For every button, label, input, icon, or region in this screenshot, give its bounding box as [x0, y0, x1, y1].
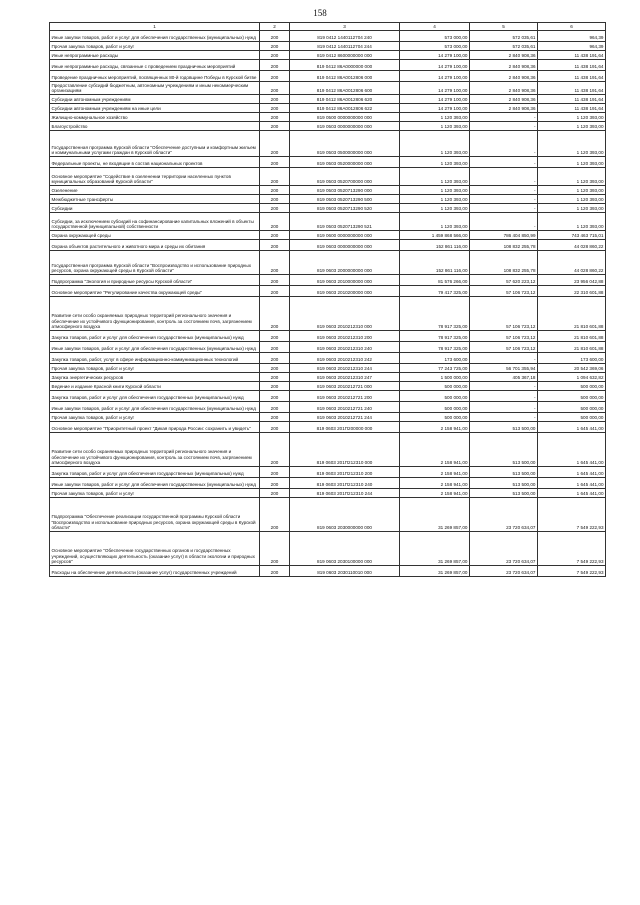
table-row [50, 240, 606, 251]
row-group-cell: 200 [260, 186, 290, 195]
row-code-cell: 819 0503 0520000000 000 [290, 157, 400, 168]
row-value-col6: 1 645 441,00 [538, 467, 606, 478]
row-code-cell: 819 0603 2010212310 200 [290, 331, 400, 342]
row-value-col5: 513 500,00 [470, 433, 538, 467]
row-value-col5: 405 367,18 [470, 373, 538, 382]
row-value-col4: 1 120 393,00 [400, 131, 470, 157]
row-code-cell: 819 0600 0000000000 000 [290, 231, 400, 240]
row-code-cell: 819 0412 86А0012806 622 [290, 104, 400, 113]
budget-table [49, 22, 606, 577]
row-group-cell: 200 [260, 364, 290, 373]
row-code-cell: 819 0603 201П200000 000 [290, 422, 400, 433]
row-value-col4: 152 861 116,00 [400, 240, 470, 251]
row-code-cell: 819 0503 0520713290 521 [290, 213, 400, 231]
table-row [50, 382, 606, 391]
row-value-col6: 44 028 860,22 [538, 240, 606, 251]
table-row [50, 157, 606, 168]
row-name-cell: Субсидии, за исключением субсидий на софинансирование капитальных вложений в объекты государственной (муниципальной) собственности [50, 213, 260, 231]
row-code-cell: 819 0603 2000000000 000 [290, 251, 400, 275]
row-name-cell: Закупка товаров, работ и услуг для обеспечения государственных (муниципальных) нужд [50, 331, 260, 342]
row-code-cell: 819 0503 0000000000 000 [290, 122, 400, 131]
row-value-col4: 573 000,00 [400, 42, 470, 51]
row-value-col4: 1 500 000,00 [400, 373, 470, 382]
row-value-col4: 1 120 393,00 [400, 195, 470, 204]
row-value-col5: 2 840 908,36 [470, 104, 538, 113]
row-group-cell: 200 [260, 168, 290, 186]
table-row [50, 402, 606, 413]
row-group-cell: 200 [260, 286, 290, 297]
row-group-cell: 200 [260, 402, 290, 413]
row-name-cell: Закупка товаров, работ и услуг для обеспечения государственных (муниципальных) нужд [50, 467, 260, 478]
table-row [50, 478, 606, 489]
row-name-cell: Благоустройство [50, 122, 260, 131]
row-value-col5: - [470, 186, 538, 195]
row-code-cell: 819 0603 201П212310 240 [290, 478, 400, 489]
row-value-col6: 11 438 191,64 [538, 104, 606, 113]
row-value-col5: - [470, 168, 538, 186]
row-name-cell: Прочая закупка товаров, работ и услуг [50, 489, 260, 498]
row-group-cell: 200 [260, 532, 290, 566]
row-group-cell: 200 [260, 71, 290, 82]
row-value-col5: 108 832 255,78 [470, 251, 538, 275]
row-value-col6: 500 000,00 [538, 402, 606, 413]
row-group-cell: 200 [260, 240, 290, 251]
row-group-cell: 200 [260, 60, 290, 71]
row-code-cell: 819 0503 0500000000 000 [290, 131, 400, 157]
row-group-cell: 200 [260, 331, 290, 342]
row-value-col4: 14 279 100,00 [400, 51, 470, 60]
row-value-col5: - [470, 402, 538, 413]
row-value-col6: 743 463 715,01 [538, 231, 606, 240]
row-group-cell: 200 [260, 342, 290, 353]
table-row [50, 195, 606, 204]
row-value-col4: 79 417 325,00 [400, 286, 470, 297]
row-group-cell: 200 [260, 498, 290, 532]
row-group-cell: 200 [260, 353, 290, 364]
row-name-cell: Иные закупки товаров, работ и услуг для обеспечения государственных (муниципальных) нужд [50, 402, 260, 413]
row-value-col4: 2 158 941,00 [400, 489, 470, 498]
row-name-cell: Субсидии автономным учреждениям на иные цели [50, 104, 260, 113]
row-value-col6: 44 028 860,22 [538, 251, 606, 275]
row-value-col6: 11 438 191,64 [538, 60, 606, 71]
row-name-cell: Иные закупки товаров, работ и услуг для обеспечения государственных (муниципальных) нужд [50, 31, 260, 42]
row-value-col5: 2 840 908,36 [470, 60, 538, 71]
row-code-cell: 819 0412 86А0012806 000 [290, 71, 400, 82]
table-row [50, 95, 606, 104]
row-value-col4: 2 158 941,00 [400, 433, 470, 467]
row-group-cell: 200 [260, 42, 290, 51]
row-name-cell: Подпрограмма "Экология и природные ресурсы Курской области" [50, 275, 260, 286]
row-value-col6: 11 438 191,64 [538, 71, 606, 82]
table-row [50, 467, 606, 478]
row-group-cell: 200 [260, 213, 290, 231]
row-value-col4: 1 120 393,00 [400, 113, 470, 122]
row-value-col4: 2 158 941,00 [400, 467, 470, 478]
row-value-col5: 513 500,00 [470, 489, 538, 498]
table-row [50, 373, 606, 382]
table-row [50, 566, 606, 577]
row-value-col5: 57 106 723,12 [470, 286, 538, 297]
row-name-cell: Озеленение [50, 186, 260, 195]
row-value-col6: 500 000,00 [538, 382, 606, 391]
table-row [50, 60, 606, 71]
row-code-cell: 819 0603 2010000000 000 [290, 275, 400, 286]
row-value-col6: 11 438 191,64 [538, 82, 606, 95]
table-row [50, 204, 606, 213]
row-name-cell: Иные непрограммные расходы, связанные с проведением праздничных мероприятий [50, 60, 260, 71]
row-name-cell: Закупка товаров, работ, услуг в сфере информационно-коммуникационных технологий [50, 353, 260, 364]
row-code-cell: 819 0412 1440112704 244 [290, 42, 400, 51]
row-name-cell: Межбюджетные трансферты [50, 195, 260, 204]
row-value-col6: 20 542 369,06 [538, 364, 606, 373]
row-value-col6: 1 120 393,00 [538, 122, 606, 131]
row-value-col5: - [470, 413, 538, 422]
row-value-col5: 23 720 634,07 [470, 498, 538, 532]
row-code-cell: 819 0603 2010212721 240 [290, 402, 400, 413]
row-name-cell: Закупка энергетических ресурсов [50, 373, 260, 382]
row-value-col5: - [470, 195, 538, 204]
table-row [50, 71, 606, 82]
row-value-col4: 14 279 100,00 [400, 95, 470, 104]
row-group-cell: 200 [260, 422, 290, 433]
row-code-cell: 819 0412 86А0012806 600 [290, 82, 400, 95]
row-group-cell: 200 [260, 251, 290, 275]
row-group-cell: 200 [260, 95, 290, 104]
row-value-col5: 2 840 908,36 [470, 82, 538, 95]
table-row [50, 122, 606, 131]
table-row [50, 275, 606, 286]
row-name-cell: Субсидии автономным учреждениям [50, 95, 260, 104]
row-name-cell: Государственная программа Курской области "Обеспечение доступным и комфортным жильем и коммунальными услугами граждан в Курской области" [50, 131, 260, 157]
row-value-col4: 500 000,00 [400, 382, 470, 391]
row-name-cell: Охрана объектов растительного и животного мира и среды их обитания [50, 240, 260, 251]
row-name-cell: Основное мероприятие "Приоритетный проект "Дикая природа России: сохранить и увидеть" [50, 422, 260, 433]
row-code-cell: 819 0603 201П212310 000 [290, 433, 400, 467]
row-code-cell: 819 0603 2030000000 000 [290, 498, 400, 532]
row-value-col6: 1 120 393,00 [538, 131, 606, 157]
row-name-cell: Расходы на обеспечение деятельности (оказание услуг) государственных учреждений [50, 566, 260, 577]
row-value-col6: 1 645 441,00 [538, 433, 606, 467]
row-name-cell: Федеральные проекты, не входящие в состав национальных проектов [50, 157, 260, 168]
row-value-col4: 1 120 393,00 [400, 157, 470, 168]
row-value-col6: 173 600,00 [538, 353, 606, 364]
row-group-cell: 200 [260, 413, 290, 422]
column-number-3: 3 [290, 23, 400, 31]
table-row [50, 297, 606, 331]
row-code-cell: 819 0603 2030100000 000 [290, 532, 400, 566]
row-value-col5: 57 106 723,12 [470, 297, 538, 331]
row-name-cell: Иные закупки товаров, работ и услуг для обеспечения государственных (муниципальных) нужд [50, 342, 260, 353]
row-code-cell: 819 0603 2010212310 242 [290, 353, 400, 364]
row-name-cell: Охрана окружающей среды [50, 231, 260, 240]
row-value-col6: 11 438 191,64 [538, 51, 606, 60]
column-number-5: 5 [470, 23, 538, 31]
row-name-cell: Жилищно-коммунальное хозяйство [50, 113, 260, 122]
table-row [50, 532, 606, 566]
row-value-col4: 77 243 725,00 [400, 364, 470, 373]
row-value-col4: 1 120 393,00 [400, 204, 470, 213]
row-group-cell: 200 [260, 566, 290, 577]
row-name-cell: Основное мероприятие "Содействие в озеленении территории населенных пунктов муниципальных образований Курской области" [50, 168, 260, 186]
row-value-col4: 14 279 100,00 [400, 60, 470, 71]
table-row [50, 498, 606, 532]
row-name-cell: Подпрограмма "Обеспечение реализации государственной программы Курской области "Воспроизводство и использование природных ресурсов, охрана окружающей среды в Курской области" [50, 498, 260, 532]
table-row [50, 51, 606, 60]
row-value-col6: 22 310 601,88 [538, 286, 606, 297]
row-value-col5: - [470, 213, 538, 231]
row-value-col6: 1 120 393,00 [538, 168, 606, 186]
row-value-col4: 1 120 393,00 [400, 122, 470, 131]
row-value-col5: 786 404 850,99 [470, 231, 538, 240]
row-name-cell: Прочая закупка товаров, работ и услуг [50, 364, 260, 373]
table-row [50, 364, 606, 373]
row-code-cell: 819 0603 2010200000 000 [290, 286, 400, 297]
row-value-col4: 152 861 116,00 [400, 251, 470, 275]
row-code-cell: 819 0603 2010212721 244 [290, 413, 400, 422]
table-row [50, 104, 606, 113]
row-value-col5: - [470, 382, 538, 391]
row-group-cell: 200 [260, 157, 290, 168]
row-code-cell: 819 0603 2010212721 000 [290, 382, 400, 391]
row-group-cell: 200 [260, 204, 290, 213]
row-code-cell: 819 0603 2010212310 000 [290, 297, 400, 331]
row-value-col4: 14 279 100,00 [400, 71, 470, 82]
row-value-col6: 7 549 222,93 [538, 498, 606, 532]
table-row [50, 251, 606, 275]
row-name-cell: Развитие сети особо охраняемых природных территорий регионального значения и обеспечение их устойчивого функционирования, контроль за состоянием почв, загрязнением атмосферного воздуха [50, 433, 260, 467]
row-name-cell: Закупка товаров, работ и услуг для обеспечения государственных (муниципальных) нужд [50, 391, 260, 402]
column-number-1: 1 [50, 23, 260, 31]
row-value-col4: 14 279 100,00 [400, 104, 470, 113]
row-code-cell: 819 0603 2030110010 000 [290, 566, 400, 577]
row-value-col4: 81 576 266,00 [400, 275, 470, 286]
row-value-col5: 108 832 255,78 [470, 240, 538, 251]
row-code-cell: 819 0603 2010212310 247 [290, 373, 400, 382]
row-value-col6: 1 120 393,00 [538, 186, 606, 195]
row-value-col6: 1 094 632,82 [538, 373, 606, 382]
row-value-col6: 1 120 393,00 [538, 204, 606, 213]
table-row [50, 31, 606, 42]
row-value-col5: 513 500,00 [470, 478, 538, 489]
row-value-col4: 78 917 325,00 [400, 297, 470, 331]
table-row [50, 286, 606, 297]
row-group-cell: 200 [260, 373, 290, 382]
row-value-col5: 2 840 908,36 [470, 71, 538, 82]
table-header-row [50, 23, 606, 31]
row-code-cell: 819 0503 0520713290 500 [290, 195, 400, 204]
row-value-col6: 1 120 393,00 [538, 195, 606, 204]
row-value-col4: 78 917 325,00 [400, 342, 470, 353]
row-value-col5: - [470, 113, 538, 122]
row-value-col5: 513 500,00 [470, 467, 538, 478]
row-value-col4: 500 000,00 [400, 402, 470, 413]
row-value-col5: 57 106 723,12 [470, 331, 538, 342]
row-name-cell: Развитие сети особо охраняемых природных территорий регионального значения и обеспечение их устойчивого функционирования, контроль за состоянием почв, загрязнением атмосферного воздуха [50, 297, 260, 331]
row-group-cell: 200 [260, 113, 290, 122]
row-name-cell: Прочая закупка товаров, работ и услуг [50, 42, 260, 51]
row-value-col6: 964,39 [538, 42, 606, 51]
row-name-cell: Иные закупки товаров, работ и услуг для обеспечения государственных (муниципальных) нужд [50, 478, 260, 489]
row-name-cell: Государственная программа Курской области "Воспроизводство и использование природных ресурсов, охрана окружающей среды в Курской области" [50, 251, 260, 275]
table-row [50, 131, 606, 157]
row-value-col6: 964,39 [538, 31, 606, 42]
row-value-col4: 14 279 100,00 [400, 82, 470, 95]
row-code-cell: 819 0603 201П212310 200 [290, 467, 400, 478]
table-row [50, 213, 606, 231]
row-group-cell: 200 [260, 31, 290, 42]
row-value-col5: - [470, 131, 538, 157]
table-row [50, 433, 606, 467]
row-value-col6: 7 549 222,93 [538, 566, 606, 577]
row-value-col4: 31 269 857,00 [400, 566, 470, 577]
table-row [50, 413, 606, 422]
row-value-col5: - [470, 157, 538, 168]
row-value-col5: - [470, 122, 538, 131]
row-value-col5: 57 106 723,12 [470, 342, 538, 353]
row-code-cell: 819 0412 86А0000000 000 [290, 60, 400, 71]
row-name-cell: Ведение и издание Красной книги Курской области [50, 382, 260, 391]
row-name-cell: Предоставление субсидий бюджетным, автономным учреждениям и иным некоммерческим организациям [50, 82, 260, 95]
row-value-col6: 21 810 601,88 [538, 331, 606, 342]
row-name-cell: Прочая закупка товаров, работ и услуг [50, 413, 260, 422]
row-group-cell: 200 [260, 467, 290, 478]
row-group-cell: 200 [260, 297, 290, 331]
table-row [50, 82, 606, 95]
row-value-col4: 173 600,00 [400, 353, 470, 364]
row-code-cell: 819 0503 0520700000 000 [290, 168, 400, 186]
row-group-cell: 200 [260, 478, 290, 489]
row-group-cell: 200 [260, 195, 290, 204]
row-group-cell: 200 [260, 131, 290, 157]
row-value-col6: 21 810 601,88 [538, 342, 606, 353]
row-value-col6: 11 438 191,64 [538, 95, 606, 104]
row-group-cell: 200 [260, 433, 290, 467]
page-number: 158 [313, 8, 327, 18]
row-group-cell: 200 [260, 51, 290, 60]
column-number-2: 2 [260, 23, 290, 31]
row-value-col4: 31 269 857,00 [400, 532, 470, 566]
row-code-cell: 819 0603 2010212721 200 [290, 391, 400, 402]
row-name-cell: Проведение праздничных мероприятий, посвященных 80-й годовщине Победы в Курской битве [50, 71, 260, 82]
row-name-cell: Иные непрограммные расходы [50, 51, 260, 60]
row-name-cell: Основное мероприятие "Регулирование качества окружающей среды" [50, 286, 260, 297]
table-row [50, 489, 606, 498]
row-code-cell: 819 0603 2010212310 240 [290, 342, 400, 353]
row-value-col5: - [470, 391, 538, 402]
row-group-cell: 200 [260, 382, 290, 391]
table-row [50, 331, 606, 342]
row-value-col4: 1 459 868 566,00 [400, 231, 470, 240]
row-value-col5: 572 035,61 [470, 31, 538, 42]
row-value-col4: 1 120 393,00 [400, 186, 470, 195]
row-value-col5: - [470, 204, 538, 213]
row-group-cell: 200 [260, 275, 290, 286]
row-value-col5: 513 500,00 [470, 422, 538, 433]
row-value-col4: 1 120 393,00 [400, 168, 470, 186]
row-code-cell: 819 0503 0520713290 000 [290, 186, 400, 195]
row-value-col6: 1 120 393,00 [538, 213, 606, 231]
table-row [50, 186, 606, 195]
row-group-cell: 200 [260, 82, 290, 95]
row-value-col6: 21 810 601,88 [538, 297, 606, 331]
row-value-col5: 572 035,61 [470, 42, 538, 51]
row-value-col5: 2 840 908,36 [470, 51, 538, 60]
row-value-col5: 56 701 355,94 [470, 364, 538, 373]
table-row [50, 42, 606, 51]
row-value-col6: 500 000,00 [538, 413, 606, 422]
row-value-col5: 2 840 908,36 [470, 95, 538, 104]
row-value-col6: 1 645 441,00 [538, 422, 606, 433]
row-code-cell: 819 0412 86А0012806 620 [290, 95, 400, 104]
row-value-col6: 1 120 393,00 [538, 113, 606, 122]
row-group-cell: 200 [260, 391, 290, 402]
table-row [50, 353, 606, 364]
row-value-col5: 23 720 634,07 [470, 532, 538, 566]
row-value-col4: 78 917 325,00 [400, 331, 470, 342]
row-code-cell: 819 0603 0000000000 000 [290, 240, 400, 251]
row-value-col6: 23 956 042,88 [538, 275, 606, 286]
table-row [50, 231, 606, 240]
row-value-col6: 1 645 441,00 [538, 489, 606, 498]
row-name-cell: Основное мероприятие "Обеспечение государственных органов и государственных учреждений, осуществляющих деятельность (оказание услуг) в области экологии и природных ресурсов" [50, 532, 260, 566]
row-value-col5: 23 720 634,07 [470, 566, 538, 577]
column-number-4: 4 [400, 23, 470, 31]
row-value-col6: 1 645 441,00 [538, 478, 606, 489]
row-value-col6: 7 549 222,93 [538, 532, 606, 566]
table-row [50, 391, 606, 402]
row-value-col4: 2 158 941,00 [400, 478, 470, 489]
row-group-cell: 200 [260, 104, 290, 113]
row-value-col4: 2 158 941,00 [400, 422, 470, 433]
row-value-col4: 500 000,00 [400, 391, 470, 402]
table-row [50, 342, 606, 353]
row-code-cell: 819 0412 1440112704 240 [290, 31, 400, 42]
row-group-cell: 200 [260, 122, 290, 131]
row-value-col4: 500 000,00 [400, 413, 470, 422]
row-value-col6: 1 120 393,00 [538, 157, 606, 168]
table-row [50, 113, 606, 122]
row-code-cell: 819 0500 0000000000 000 [290, 113, 400, 122]
row-value-col5: - [470, 353, 538, 364]
column-number-6: 6 [538, 23, 606, 31]
table-row [50, 168, 606, 186]
row-value-col4: 31 269 857,00 [400, 498, 470, 532]
row-value-col5: 57 620 223,12 [470, 275, 538, 286]
row-code-cell: 819 0503 0520713290 520 [290, 204, 400, 213]
row-group-cell: 200 [260, 231, 290, 240]
row-value-col4: 1 120 393,00 [400, 213, 470, 231]
row-name-cell: Субсидии [50, 204, 260, 213]
table-row [50, 422, 606, 433]
row-code-cell: 819 0412 8600000000 000 [290, 51, 400, 60]
row-value-col6: 500 000,00 [538, 391, 606, 402]
row-value-col4: 573 000,00 [400, 31, 470, 42]
row-code-cell: 819 0603 201П212310 244 [290, 489, 400, 498]
row-group-cell: 200 [260, 489, 290, 498]
row-code-cell: 819 0603 2010212310 244 [290, 364, 400, 373]
